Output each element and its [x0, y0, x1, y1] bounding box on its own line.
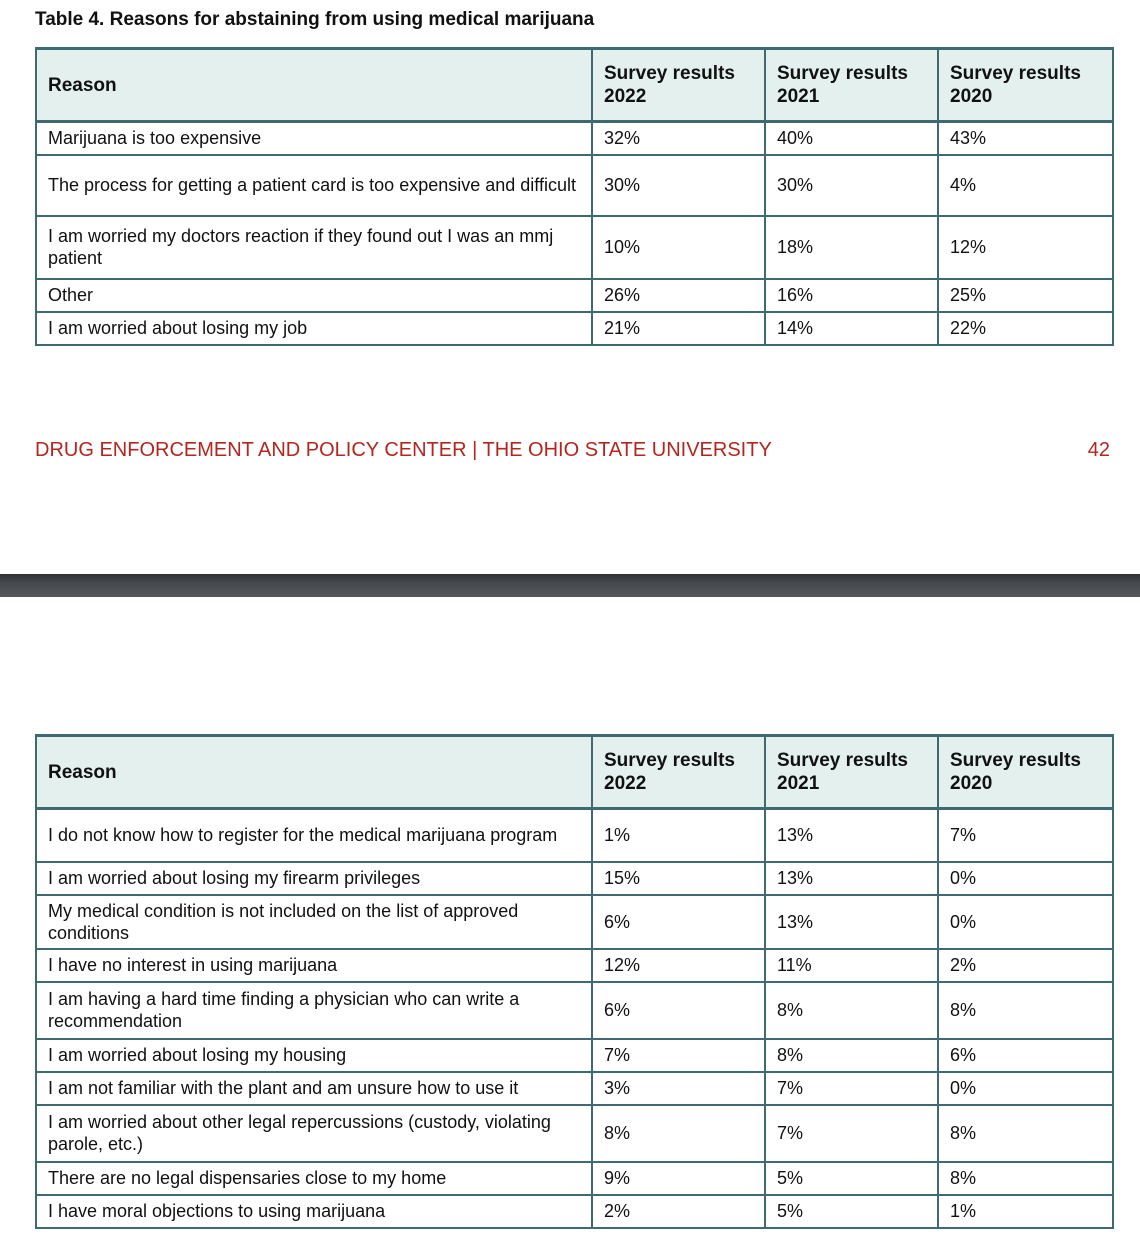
reason-cell: I do not know how to register for the medical marijuana program [36, 809, 592, 862]
header-year: 2020 [950, 86, 993, 107]
reason-cell: I have moral objections to using marijuana [36, 1195, 592, 1228]
reasons-table-part-1 [35, 47, 1114, 346]
header-reason-label: Reason [48, 761, 117, 783]
value-2021: 7% [765, 1072, 938, 1105]
value-2020: 1% [938, 1195, 1113, 1228]
table-row [36, 312, 1113, 345]
reason-cell: My medical condition is not included on the list of approved conditions [36, 895, 592, 949]
table-title: Table 4. Reasons for abstaining from using medical marijuana [35, 9, 595, 30]
value-2021: 13% [765, 895, 938, 949]
value-2020: 43% [938, 122, 1113, 155]
value-2021: 40% [765, 122, 938, 155]
value-2022: 1% [592, 809, 765, 862]
value-2020: 8% [938, 1162, 1113, 1195]
value-2021: 11% [765, 949, 938, 982]
value-2022: 9% [592, 1162, 765, 1195]
header-year: 2021 [777, 86, 820, 107]
reason-cell: I am not familiar with the plant and am unsure how to use it [36, 1072, 592, 1105]
value-2022: 30% [592, 155, 765, 216]
header-label: Survey results [604, 750, 735, 771]
page-footer-organization: DRUG ENFORCEMENT AND POLICY CENTER | THE OHIO STATE UNIVERSITY [35, 439, 772, 461]
value-2021: 8% [765, 982, 938, 1039]
value-2022: 26% [592, 279, 765, 312]
reason-cell: I have no interest in using marijuana [36, 949, 592, 982]
reason-cell: The process for getting a patient card is too expensive and difficult [36, 155, 592, 216]
table-row [36, 279, 1113, 312]
header-label: Survey results [950, 750, 1081, 771]
value-2020: 0% [938, 862, 1113, 895]
value-2021: 8% [765, 1039, 938, 1072]
value-2021: 18% [765, 216, 938, 279]
value-2022: 6% [592, 895, 765, 949]
header-label: Survey results [950, 63, 1081, 84]
value-2021: 7% [765, 1105, 938, 1162]
table-row [36, 1195, 1113, 1228]
reason-cell: I am having a hard time finding a physician who can write a recommendation [36, 982, 592, 1039]
value-2020: 6% [938, 1039, 1113, 1072]
value-2022: 7% [592, 1039, 765, 1072]
reason-cell: I am worried about other legal repercussions (custody, violating parole, etc.) [36, 1105, 592, 1162]
value-2021: 16% [765, 279, 938, 312]
value-2020: 0% [938, 895, 1113, 949]
table-row [36, 809, 1113, 862]
header-label: Survey results [777, 63, 908, 84]
header-row [36, 736, 1113, 809]
header-year: 2022 [604, 773, 647, 794]
value-2022: 32% [592, 122, 765, 155]
table-row [36, 1072, 1113, 1105]
reason-cell: I am worried about losing my housing [36, 1039, 592, 1072]
value-2020: 12% [938, 216, 1113, 279]
reason-cell: I am worried my doctors reaction if they found out I was an mmj patient [36, 216, 592, 279]
table-row [36, 122, 1113, 155]
header-reason-label: Reason [48, 74, 117, 96]
page-break-divider [0, 574, 1140, 597]
header-2021 [765, 736, 938, 809]
value-2021: 5% [765, 1162, 938, 1195]
table-row [36, 1039, 1113, 1072]
value-2022: 10% [592, 216, 765, 279]
value-2020: 22% [938, 312, 1113, 345]
value-2020: 2% [938, 949, 1113, 982]
value-2020: 8% [938, 1105, 1113, 1162]
value-2022: 2% [592, 1195, 765, 1228]
value-2022: 6% [592, 982, 765, 1039]
reasons-table-part-2 [35, 734, 1114, 1229]
table-row [36, 216, 1113, 279]
value-2022: 21% [592, 312, 765, 345]
value-2020: 25% [938, 279, 1113, 312]
value-2022: 12% [592, 949, 765, 982]
value-2021: 13% [765, 862, 938, 895]
table-row [36, 1162, 1113, 1195]
value-2022: 3% [592, 1072, 765, 1105]
header-label: Survey results [604, 63, 735, 84]
header-year: 2021 [777, 773, 820, 794]
table-row [36, 949, 1113, 982]
header-reason [36, 49, 592, 122]
value-2021: 14% [765, 312, 938, 345]
value-2021: 13% [765, 809, 938, 862]
value-2021: 5% [765, 1195, 938, 1228]
value-2022: 15% [592, 862, 765, 895]
value-2022: 8% [592, 1105, 765, 1162]
header-year: 2022 [604, 86, 647, 107]
header-2020 [938, 49, 1113, 122]
value-2021: 30% [765, 155, 938, 216]
value-2020: 8% [938, 982, 1113, 1039]
reason-cell: Other [36, 279, 592, 312]
value-2020: 4% [938, 155, 1113, 216]
table-row [36, 1105, 1113, 1162]
page-number: 42 [1087, 439, 1110, 461]
header-2020 [938, 736, 1113, 809]
header-label: Survey results [777, 750, 908, 771]
reason-cell: Marijuana is too expensive [36, 122, 592, 155]
header-row [36, 49, 1113, 122]
header-2022 [592, 49, 765, 122]
value-2020: 7% [938, 809, 1113, 862]
header-year: 2020 [950, 773, 993, 794]
reason-cell: I am worried about losing my job [36, 312, 592, 345]
table-row [36, 155, 1113, 216]
reason-cell: I am worried about losing my firearm privileges [36, 862, 592, 895]
reason-cell: There are no legal dispensaries close to my home [36, 1162, 592, 1195]
header-reason [36, 736, 592, 809]
table-row [36, 895, 1113, 949]
header-2021 [765, 49, 938, 122]
value-2020: 0% [938, 1072, 1113, 1105]
header-2022 [592, 736, 765, 809]
table-row [36, 862, 1113, 895]
table-row [36, 982, 1113, 1039]
